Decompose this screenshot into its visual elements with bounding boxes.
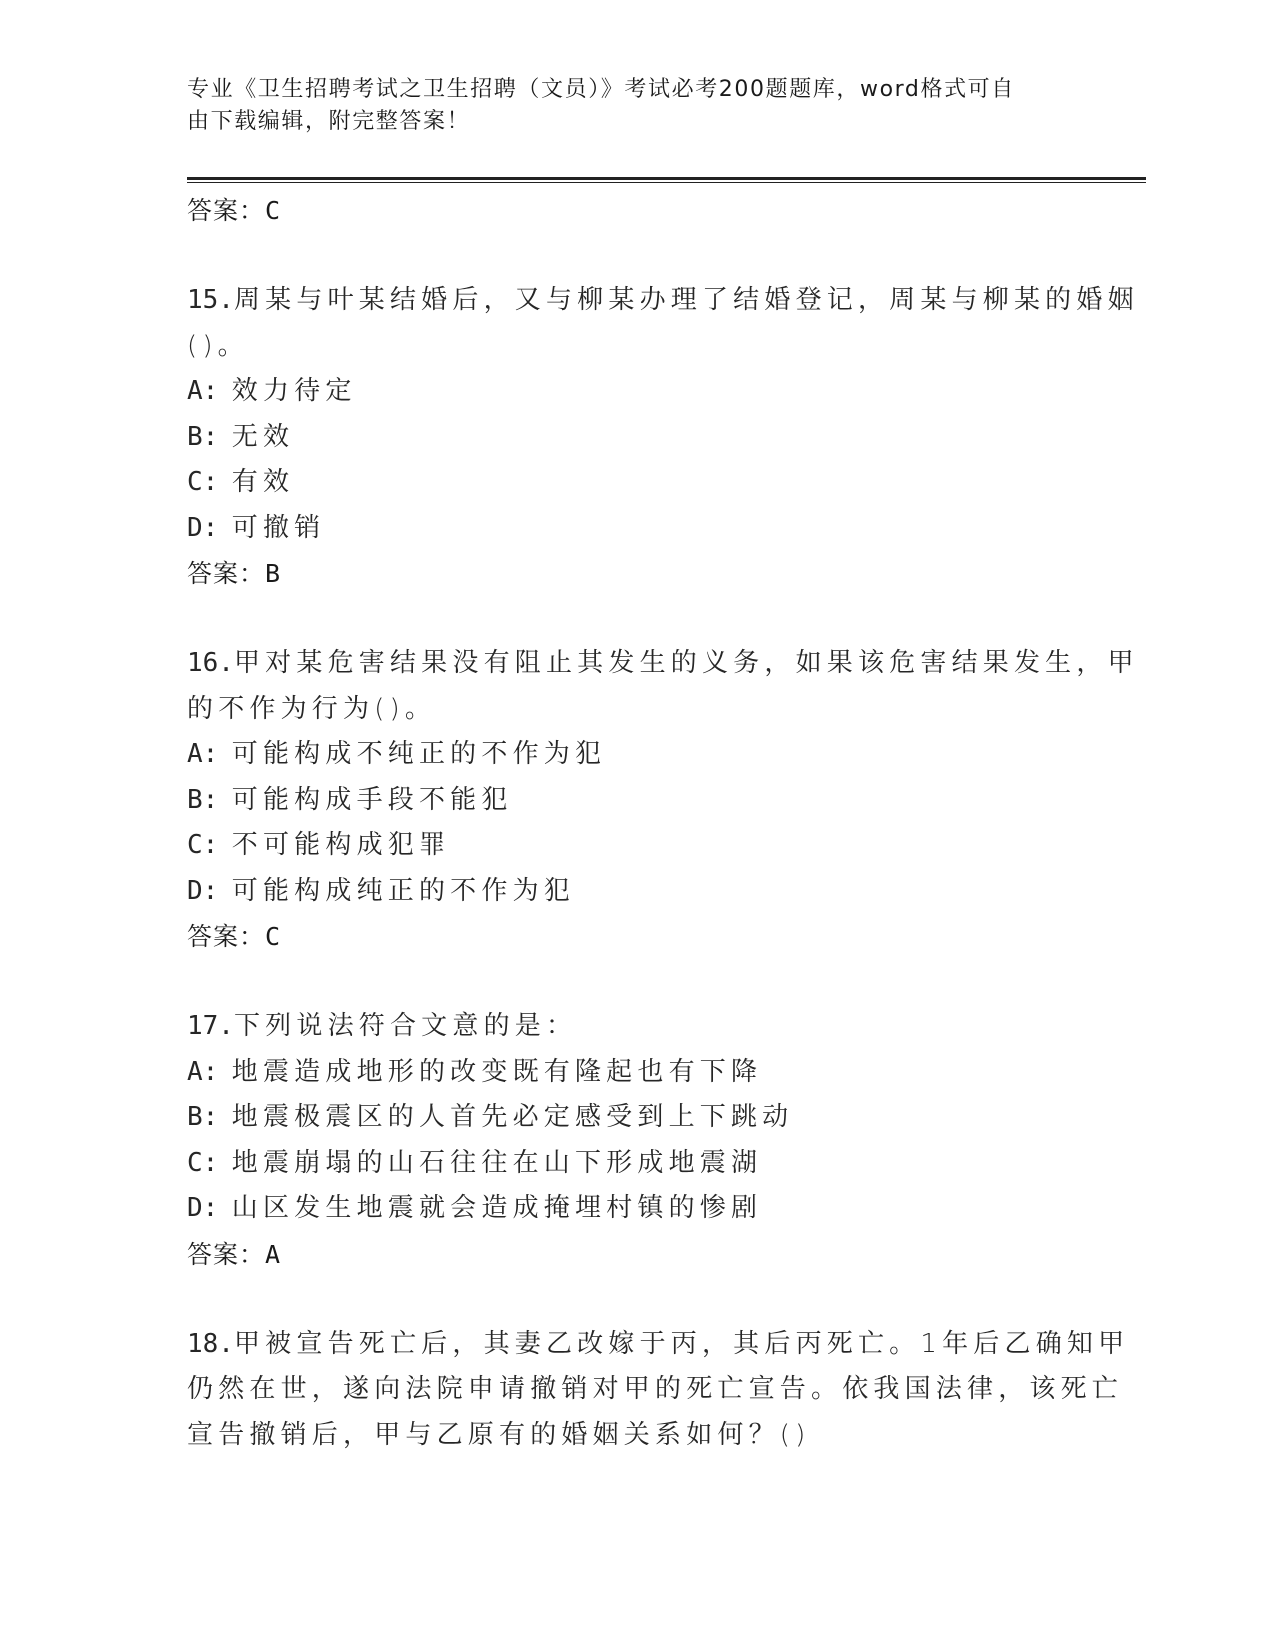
answer-label: 答案： xyxy=(187,559,266,588)
option-letter: C: xyxy=(187,1147,219,1178)
question-15 xyxy=(187,278,1139,597)
option-letter: D: xyxy=(187,875,219,906)
spacer xyxy=(187,234,1087,278)
question-18 xyxy=(187,1322,1130,1459)
question-text-line: ()。 xyxy=(187,330,249,361)
option-b xyxy=(187,1095,1087,1141)
option-letter: C: xyxy=(187,467,219,497)
option-letter: A: xyxy=(187,376,219,406)
option-b xyxy=(187,415,1087,461)
option-text: 地震造成地形的改变既有隆起也有下降 xyxy=(231,1056,763,1087)
question-text-line: 的不作为行为()。 xyxy=(187,693,437,724)
option-letter: B: xyxy=(187,1102,219,1132)
option-a xyxy=(187,369,1087,415)
option-text: 可能构成不纯正的不作为犯 xyxy=(231,739,607,769)
page-header xyxy=(187,74,1067,138)
question-16 xyxy=(187,641,1139,960)
header-divider-thin xyxy=(187,182,1146,183)
option-text: 可能构成手段不能犯 xyxy=(231,784,513,815)
answer xyxy=(187,914,1087,960)
option-text: 有效 xyxy=(231,467,295,497)
option-a xyxy=(187,732,1087,778)
option-d xyxy=(187,506,1087,552)
option-letter: B: xyxy=(187,421,219,452)
option-text: 可能构成纯正的不作为犯 xyxy=(231,875,575,906)
spacer xyxy=(187,960,1087,1004)
option-text: 地震极震区的人首先必定感受到上下跳动 xyxy=(231,1102,794,1132)
spacer xyxy=(187,597,1087,641)
option-text: 地震崩塌的山石往往在山下形成地震湖 xyxy=(231,1147,763,1178)
answer-value: C xyxy=(265,196,282,225)
option-text: 山区发生地震就会造成掩埋村镇的惨剧 xyxy=(231,1193,763,1223)
option-text: 不可能构成犯罪 xyxy=(231,830,451,860)
option-letter: B: xyxy=(187,784,219,815)
question-text: 下列说法符合文意的是： xyxy=(233,1011,578,1041)
answer-value: B xyxy=(265,559,282,588)
option-letter: D: xyxy=(187,512,219,543)
question-text-line xyxy=(187,1322,1130,1368)
question-content xyxy=(187,188,1139,1458)
option-letter: A: xyxy=(187,1056,219,1087)
question-text: 甲对某危害结果没有阻止其发生的义务，如果该危害结果发生，甲 xyxy=(233,648,1139,678)
option-text: 无效 xyxy=(231,421,295,452)
option-letter: D: xyxy=(187,1193,219,1223)
spacer xyxy=(187,1278,1087,1322)
option-d xyxy=(187,869,1087,915)
question-number: 18. xyxy=(187,1328,234,1359)
question-number: 16. xyxy=(187,648,234,678)
option-text: 可撤销 xyxy=(231,512,326,543)
question-text-line: 宣告撤销后，甲与乙原有的婚姻关系如何？() xyxy=(187,1419,811,1450)
answer-value: A xyxy=(265,1239,282,1269)
question-text: 甲被宣告死亡后，其妻乙改嫁于丙，其后丙死亡。1年后乙确知甲 xyxy=(233,1328,1130,1359)
question-text-line xyxy=(187,278,1139,324)
question-text-line xyxy=(187,1004,1087,1050)
header-line-1: 专业《卫生招聘考试之卫生招聘（文员）》考试必考200题题库，word格式可自 xyxy=(187,77,1015,102)
option-text: 效力待定 xyxy=(231,376,357,406)
answer-label: 答案： xyxy=(187,1239,266,1269)
header-divider-thick xyxy=(187,177,1146,180)
answer-value: C xyxy=(265,922,282,951)
option-b xyxy=(187,778,1087,824)
option-c xyxy=(187,1141,1087,1187)
question-text: 周某与叶某结婚后，又与柳某办理了结婚登记，周某与柳某的婚姻 xyxy=(233,285,1139,315)
question-text-line xyxy=(187,641,1139,687)
option-c xyxy=(187,460,1087,506)
option-c xyxy=(187,823,1087,869)
option-letter: C: xyxy=(187,830,219,860)
option-a xyxy=(187,1050,1087,1096)
option-d xyxy=(187,1186,1087,1232)
question-number: 15. xyxy=(187,285,234,315)
answer xyxy=(187,1232,1087,1278)
answer-label: 答案： xyxy=(187,922,266,951)
answer xyxy=(187,551,1087,597)
question-text-line: 仍然在世，遂向法院申请撤销对甲的死亡宣告。依我国法律，该死亡 xyxy=(187,1374,1124,1404)
answer-prev xyxy=(187,188,1087,234)
answer-label: 答案： xyxy=(187,196,266,225)
header-line-2: 由下载编辑，附完整答案！ xyxy=(187,109,471,134)
option-letter: A: xyxy=(187,739,219,769)
question-number: 17. xyxy=(187,1011,234,1041)
question-17 xyxy=(187,1004,1087,1278)
